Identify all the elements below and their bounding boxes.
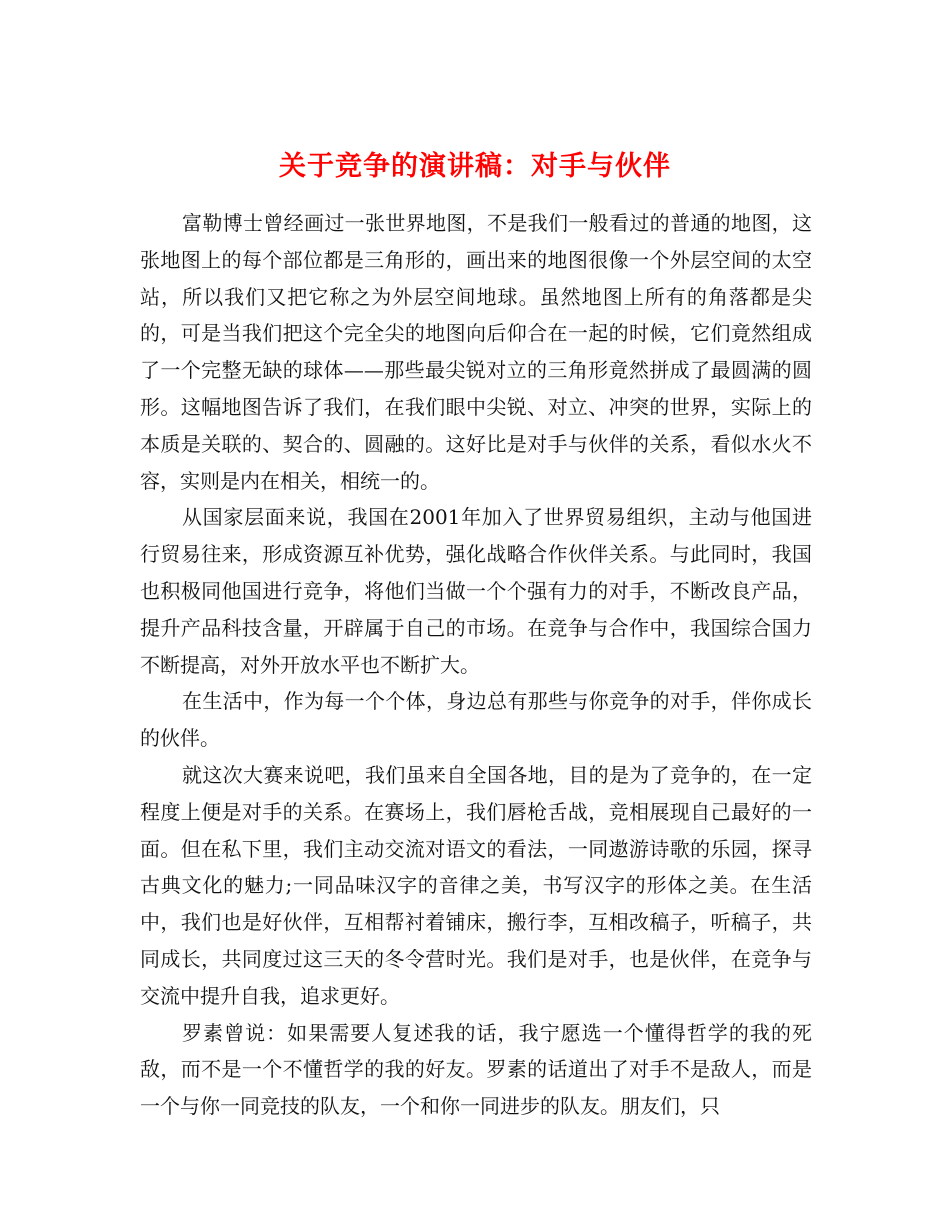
paragraph-1: 富勒博士曾经画过一张世界地图，不是我们一般看过的普通的地图，这张地图上的每个部位都是三角形的，画出来的地图很像一个外层空间的太空站，所以我们又把它称之为外层空间地球。虽然地图上所有的角落都是尖的，可是当我们把这个完全尖的地图向后仰合在一起的时候，它们竟然组成了一个完整无缺的球体——那些最尖锐对立的三角形竟然拼成了最圆满的圆形。这幅地图告诉了我们，在我们眼中尖锐、对立、冲突的世界，实际上的本质是关联的、契合的、圆融的。这好比是对手与伙伴的关系，看似水火不容，实则是内在相关，相统一的。 — [140, 211, 812, 493]
paragraph-4: 就这次大赛来说吧，我们虽来自全国各地，目的是为了竞争的，在一定程度上便是对手的关系。在赛场上，我们唇枪舌战，竞相展现自己最好的一面。但在私下里，我们主动交流对语文的看法，一同遨游诗歌的乐园，探寻古典文化的魅力;一同品味汉字的音律之美，书写汉字的形体之美。在生活中，我们也是好伙伴，互相帮衬着铺床，搬行李，互相改稿子，听稿子，共同成长，共同度过这三天的冬令营时光。我们是对手，也是伙伴，在竞争与交流中提升自我，追求更好。 — [140, 762, 812, 1008]
paragraph-5: 罗素曾说：如果需要人复述我的话，我宁愿选一个懂得哲学的我的死敌，而不是一个不懂哲学的我的好友。罗素的话道出了对手不是敌人，而是一个与你一同竞技的队友，一个和你一同进步的队友。朋友们，只 — [140, 1020, 812, 1119]
document-title: 关于竞争的演讲稿：对手与伙伴 — [279, 151, 671, 183]
paragraph-3: 在生活中，作为每一个个体，身边总有那些与你竞争的对手，伴你成长的伙伴。 — [140, 689, 812, 751]
paragraph-2: 从国家层面来说，我国在2001年加入了世界贸易组织，主动与他国进行贸易往来，形成资源互补优势，强化战略合作伙伴关系。与此同时，我国也积极同他国进行竞争，将他们当做一个个强有力的对手，不断改良产品，提升产品科技含量，开辟属于自己的市场。在竞争与合作中，我国综合国力不断提高，对外开放水平也不断扩大。 — [140, 505, 812, 677]
document-body — [140, 205, 812, 1125]
